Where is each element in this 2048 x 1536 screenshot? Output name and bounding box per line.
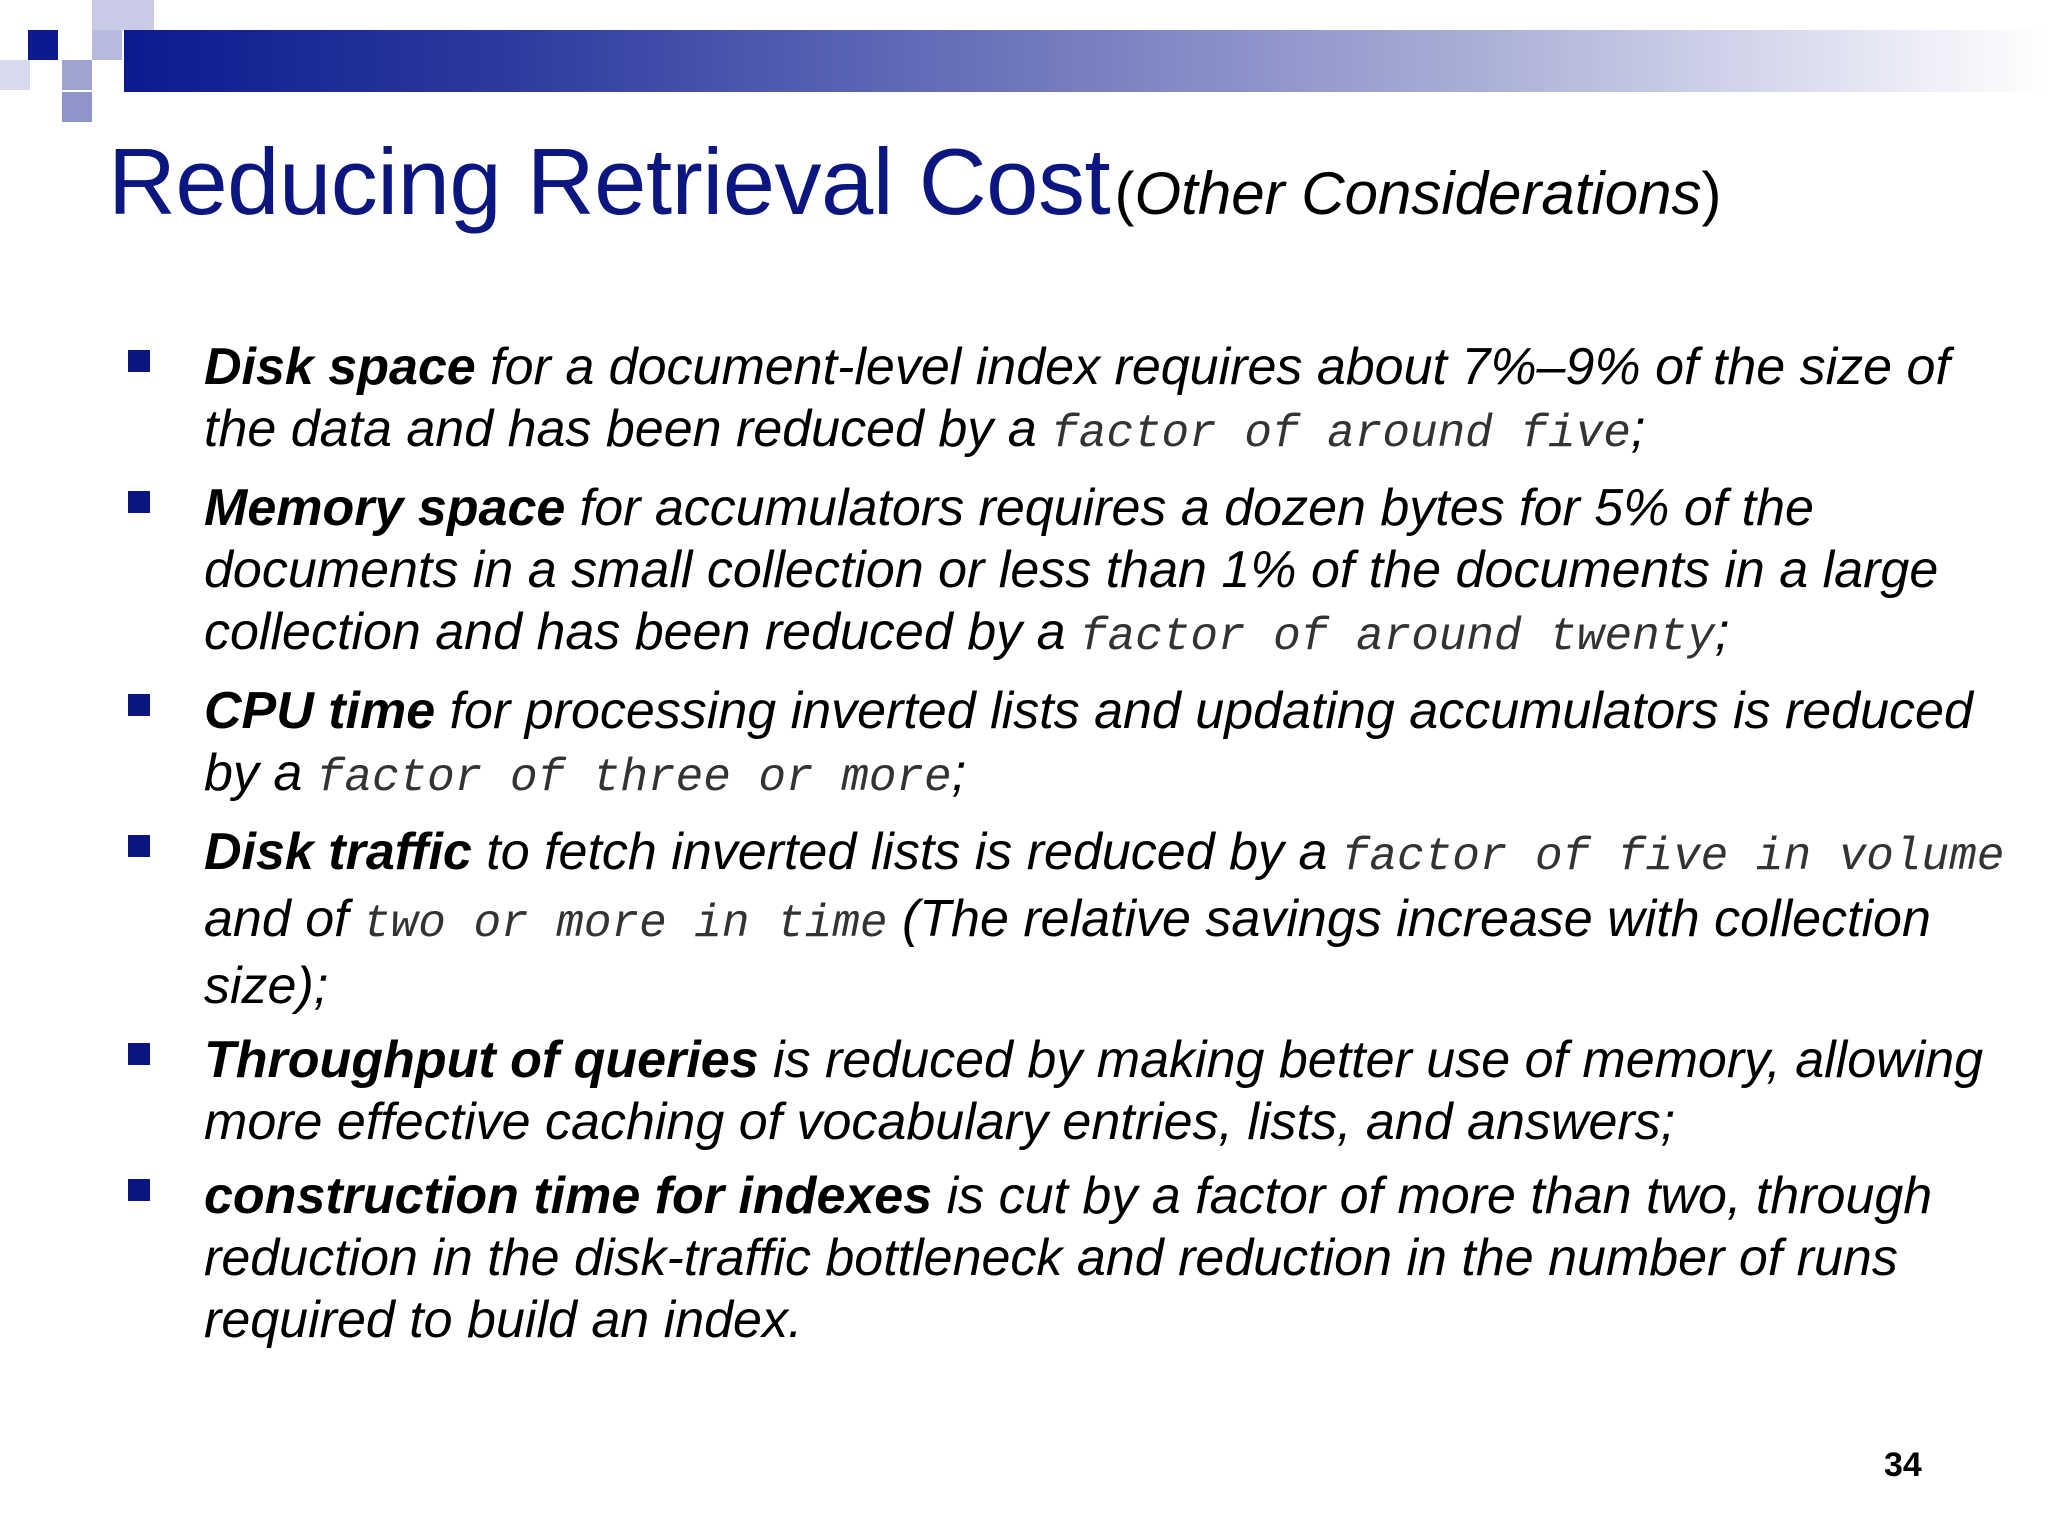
header-decor-square (92, 0, 154, 30)
subtitle-close-paren: ) (1701, 160, 1722, 227)
bullet-item-throughput (126, 1029, 2006, 1153)
header-decor-square (92, 30, 122, 60)
bullet-bold-term: CPU time (204, 682, 436, 740)
bullet-item-memory-space (126, 477, 2006, 668)
bullet-mono-text: factor of five in volume (1341, 831, 2005, 883)
subtitle-text: Other Considerations (1134, 160, 1702, 227)
square-bullet-icon (128, 694, 150, 716)
bullet-text: to fetch inverted lists is reduced by a (471, 823, 1342, 881)
header-decor-square (62, 60, 92, 90)
header-decor-square (62, 92, 92, 122)
bullet-list (126, 336, 2006, 1363)
square-bullet-icon (128, 491, 150, 513)
bullet-text: for processing inverted lists and updating accumulators is reduced by a (204, 682, 1973, 802)
header-decor-square (62, 30, 92, 60)
square-bullet-icon (128, 1179, 150, 1201)
bullet-text: ; (951, 744, 967, 802)
slide-title-subtitle (1115, 160, 1722, 227)
bullet-text: is reduced by making better use of memory, allowing more effective caching of vocabulary entries, lists, and answers; (204, 1031, 1984, 1151)
bullet-bold-term: construction time for indexes (204, 1167, 933, 1225)
bullet-mono-text: two or more in time (363, 898, 888, 950)
bullet-text: ; (1630, 400, 1646, 458)
slide-title (108, 128, 2008, 236)
bullet-text: ; (1714, 603, 1730, 661)
bullet-item-disk-space (126, 336, 2006, 465)
bullet-text: (The relative savings increase with collection size); (204, 890, 1931, 1015)
bullet-text: for a document-level index requires about 7%–9% of the size of the data and has been reduced by a (204, 338, 1950, 458)
square-bullet-icon (128, 1043, 150, 1065)
header-decor-square (28, 30, 58, 60)
bullet-text: for accumulators requires a dozen bytes for 5% of the documents in a small collection or less than 1% of the documents in a large collection and has been reduced by a (204, 479, 1939, 661)
slide-title-main: Reducing Retrieval Cost (108, 129, 1111, 234)
bullet-item-cpu-time (126, 680, 2006, 809)
bullet-text: is cut by a factor of more than two, through reduction in the disk-traffic bottleneck and reduction in the number of runs required to build an index. (204, 1167, 1933, 1349)
bullet-mono-text: factor of around twenty (1079, 611, 1715, 663)
bullet-item-construction-time (126, 1165, 2006, 1351)
bullet-mono-text: factor of three or more (316, 752, 952, 804)
bullet-mono-text: factor of around five (1051, 408, 1631, 460)
square-bullet-icon (128, 835, 150, 857)
subtitle-open-paren: ( (1114, 160, 1135, 227)
header-gradient-bar (124, 30, 2048, 92)
bullet-bold-term: Disk traffic (204, 823, 472, 881)
bullet-bold-term: Disk space (204, 338, 476, 396)
bullet-bold-term: Memory space (204, 479, 566, 537)
bullet-bold-term: Throughput of queries (204, 1031, 759, 1089)
square-bullet-icon (128, 350, 150, 372)
bullet-text: and of (204, 890, 364, 948)
bullet-item-disk-traffic (126, 821, 2006, 1017)
header-decor-square (0, 60, 30, 90)
page-number: 34 (1884, 1446, 1922, 1484)
header-decor-square (0, 0, 28, 30)
